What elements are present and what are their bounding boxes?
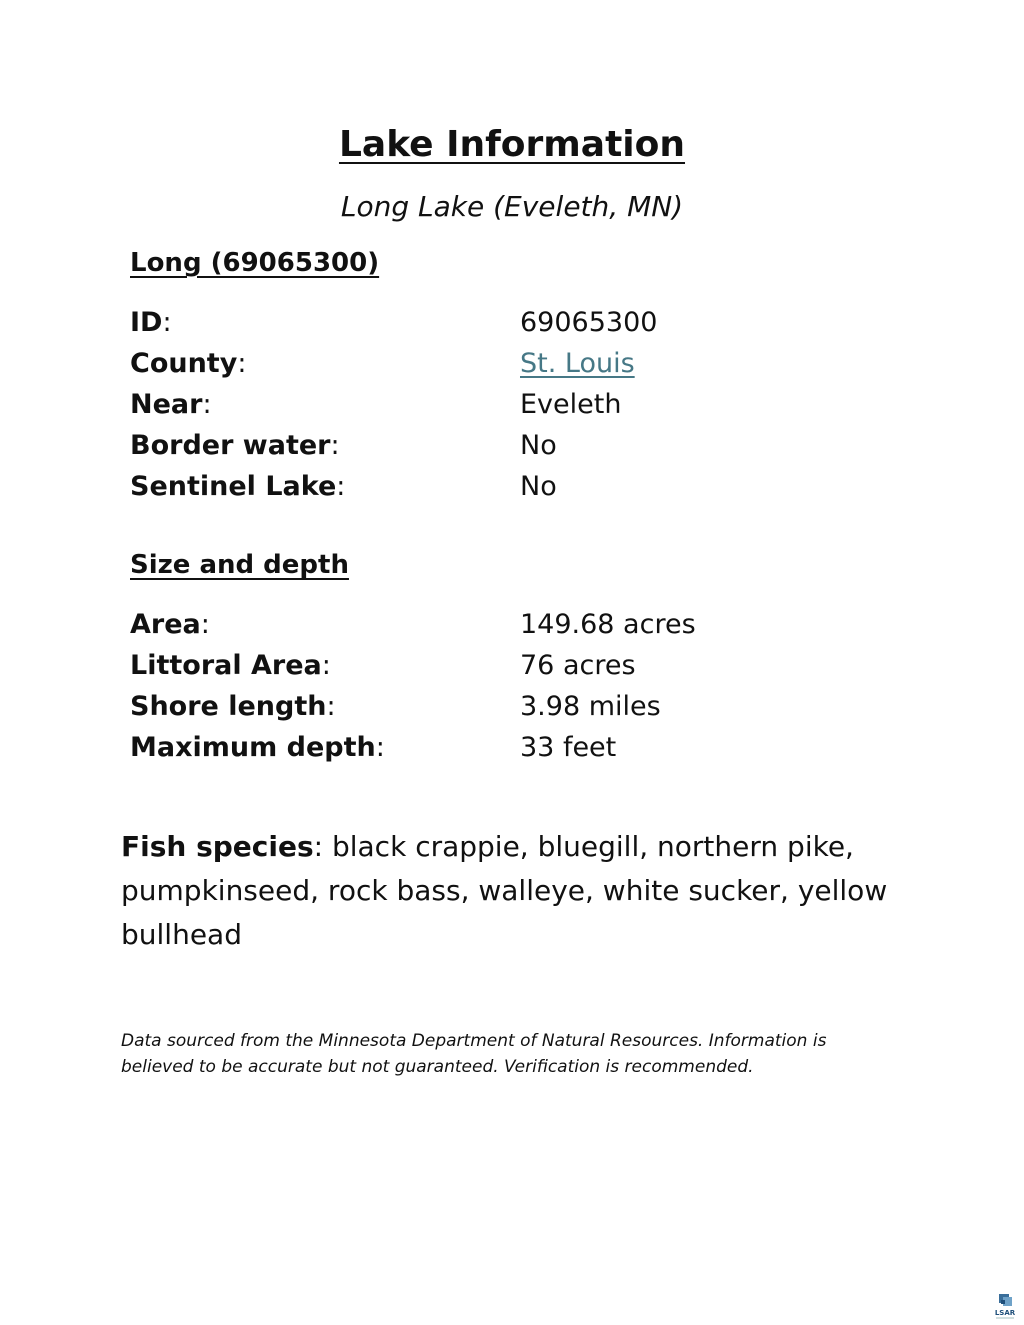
detail-row-county: County: St. Louis [130, 348, 635, 379]
id-label: ID [130, 307, 163, 338]
size-depth-list [130, 604, 830, 768]
near-label: Near [130, 389, 203, 420]
sentinel-lake-value: No [520, 471, 557, 502]
area-value: 149.68 acres [520, 609, 696, 640]
county-label: County [130, 348, 238, 379]
page-title: Lake Information [338, 124, 686, 165]
lake-details-list [130, 302, 830, 507]
detail-row-maximum-depth: Maximum depth: 33 feet [130, 727, 830, 768]
page-subtitle: Long Lake (Eveleth, MN) [340, 190, 684, 223]
detail-row-near: Near: Eveleth [130, 384, 830, 425]
maximum-depth-label: Maximum depth [130, 732, 376, 763]
littoral-area-value: 76 acres [520, 650, 636, 681]
detail-row-shore-length: Shore length: 3.98 miles [130, 686, 830, 727]
id-value: 69065300 [520, 307, 658, 338]
fish-species-paragraph: Fish species: black crappie, bluegill, northern pike, pumpkinseed, rock bass, walleye, white sucker, yellow bullhead [121, 830, 888, 951]
shore-length-label: Shore length [130, 691, 327, 722]
lake-id-heading: Long (69065300) [130, 248, 380, 278]
logo-text: LSAR [994, 1309, 1016, 1317]
detail-row-littoral-area: Littoral Area: 76 acres [130, 645, 830, 686]
border-water-value: No [520, 430, 557, 461]
detail-row-border-water: Border water: No [130, 425, 830, 466]
detail-row-area: Area: 149.68 acres [130, 604, 830, 645]
maximum-depth-value: 33 feet [520, 732, 617, 763]
lsar-logo-icon [992, 1293, 1018, 1321]
detail-row-id: ID: 69065300 [130, 302, 830, 343]
sentinel-lake-label: Sentinel Lake [130, 471, 337, 502]
littoral-area-label: Littoral Area [130, 650, 322, 681]
border-water-label: Border water [130, 430, 331, 461]
detail-row-sentinel-lake: Sentinel Lake: No [130, 466, 830, 507]
shore-length-value: 3.98 miles [520, 691, 661, 722]
fish-species-label: Fish species [121, 830, 314, 863]
data-source-footnote: Data sourced from the Minnesota Department of Natural Resources. Information is believed to be accurate but not guaranteed. Verification is recommended. [121, 1031, 827, 1077]
county-link[interactable]: St. Louis [520, 348, 635, 379]
area-label: Area [130, 609, 201, 640]
near-value: Eveleth [520, 389, 622, 420]
fish-species-list: black crappie, bluegill, northern pike, pumpkinseed, rock bass, walleye, white sucker, yellow bullhead [121, 830, 888, 951]
size-depth-heading: Size and depth [130, 550, 349, 580]
